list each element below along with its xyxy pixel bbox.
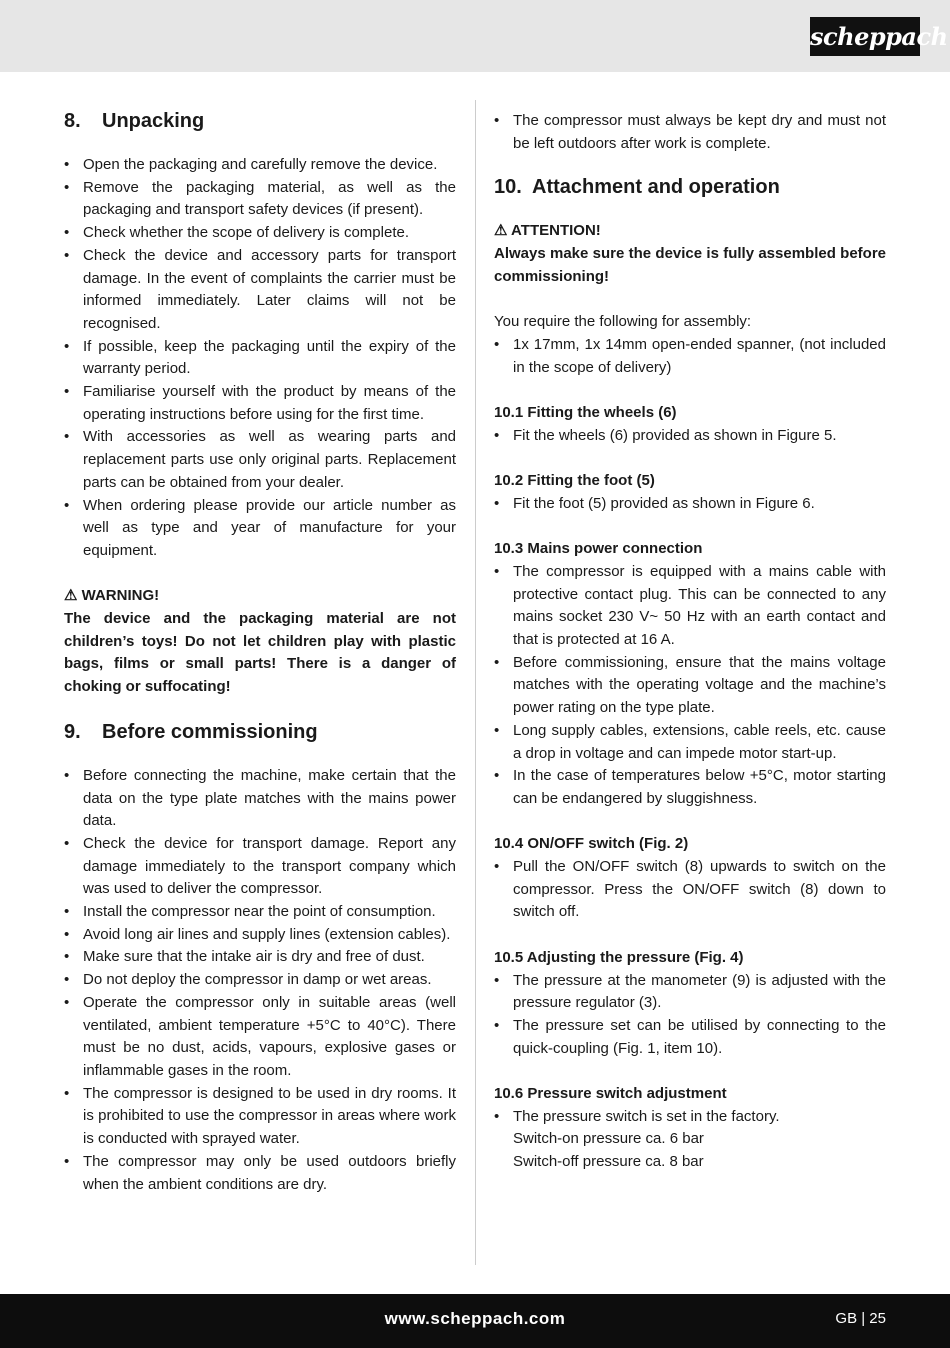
list-item: • The compressor must always be kept dry and must not be left outdoors after work is complete.: [494, 110, 886, 155]
attention-text: Always make sure the device is fully assembled before commissioning!: [494, 245, 886, 285]
list-item: • Check the device for transport damage. Report any damage immediately to the transport company which was used to deliver the compressor.: [64, 833, 456, 901]
page-header: [0, 0, 950, 72]
list-item: • Check the device and accessory parts for transport damage. In the event of complaints the carrier must be informed immediately. Later claims will not be recognised.: [64, 245, 456, 336]
list-item: • If possible, keep the packaging until the expiry of the warranty period.: [64, 336, 456, 381]
list-item: • 1x 17mm, 1x 14mm open-ended spanner, (not included in the scope of delivery): [494, 334, 886, 379]
section-9-heading: [64, 719, 456, 745]
section-number: 9.: [64, 720, 81, 743]
list-item: • Long supply cables, extensions, cable reels, etc. cause a drop in voltage and can impede motor start-up.: [494, 720, 886, 765]
list-item: • With accessories as well as wearing parts and replacement parts use only original parts. Replacement parts can be obtained from your dealer.: [64, 426, 456, 494]
subsection-10-4-heading: 10.4 ON/OFF switch (Fig. 2): [494, 835, 689, 853]
list-item: • Pull the ON/OFF switch (8) upwards to switch on the compressor. Press the ON/OFF switch (8) down to switch off.: [494, 856, 886, 924]
assembly-list: [494, 334, 886, 379]
list-item: • In the case of temperatures below +5°C, motor starting can be endangered by sluggishness.: [494, 765, 886, 810]
list-item: • Avoid long air lines and supply lines (extension cables).: [64, 924, 456, 947]
pressure-switch-list: [494, 1106, 886, 1174]
list-item: • Do not deploy the compressor in damp or wet areas.: [64, 969, 456, 992]
pressure-list: [494, 970, 886, 1061]
website-url: www.scheppach.com: [384, 1309, 566, 1328]
list-item: • Remove the packaging material, as well as the packaging and transport safety devices (if present).: [64, 177, 456, 222]
before-commissioning-list: [64, 765, 456, 1196]
list-item: • Make sure that the intake air is dry and free of dust.: [64, 946, 456, 969]
foot-list: [494, 493, 886, 516]
list-item: • Fit the wheels (6) provided as shown in Figure 5.: [494, 425, 886, 448]
list-item: • The pressure set can be utilised by connecting to the quick-coupling (Fig. 1, item 10).: [494, 1015, 886, 1060]
list-item: • The pressure at the manometer (9) is adjusted with the pressure regulator (3).: [494, 970, 886, 1015]
subsection-10-2-heading: 10.2 Fitting the foot (5): [494, 472, 655, 490]
subsection-10-6-heading: 10.6 Pressure switch adjustment: [494, 1085, 727, 1103]
left-column: [64, 100, 456, 1196]
section-8-heading: [64, 108, 456, 134]
section-title: Unpacking: [102, 110, 205, 132]
list-item: • Check whether the scope of delivery is complete.: [64, 222, 456, 245]
list-line: Switch-on pressure ca. 6 bar: [513, 1130, 704, 1148]
continued-list: [494, 110, 886, 155]
mains-power-list: [494, 561, 886, 811]
wheels-list: [494, 425, 886, 448]
subsection-10-1-heading: 10.1 Fitting the wheels (6): [494, 404, 677, 421]
subsection-10-5-heading: 10.5 Adjusting the pressure (Fig. 4): [494, 948, 744, 966]
list-item: • Fit the foot (5) provided as shown in Figure 6.: [494, 493, 886, 516]
right-column: [494, 110, 886, 1174]
assembly-intro: You require the following for assembly:: [494, 313, 752, 331]
section-number: 10.: [494, 176, 522, 199]
list-line: Switch-off pressure ca. 8 bar: [513, 1153, 704, 1171]
section-title: Before commissioning: [102, 720, 318, 743]
unpacking-list: [64, 154, 456, 563]
list-item: • Before commissioning, ensure that the mains voltage matches with the operating voltage and the machine’s power rating on the type plate.: [494, 652, 886, 720]
page-number: GB | 25: [835, 1310, 886, 1327]
section-title: Attachment and operation: [532, 176, 780, 199]
list-item: • Before connecting the machine, make certain that the data on the type plate matches with the mains power data.: [64, 765, 456, 833]
section-10-heading: [494, 174, 886, 200]
list-item: • Open the packaging and carefully remove the device.: [64, 154, 456, 177]
warning-title: ⚠ WARNING!: [64, 587, 160, 605]
list-item: • When ordering please provide our article number as well as type and year of manufacture for your equipment.: [64, 495, 456, 563]
subsection-10-3-heading: 10.3 Mains power connection: [494, 540, 703, 558]
list-item: • The compressor may only be used outdoors briefly when the ambient conditions are dry.: [64, 1151, 456, 1196]
warning-text: The device and the packaging material are not children’s toys! Do not let children play with plastic bags, films or small parts! There is a danger of choking or suffocating!: [64, 610, 456, 696]
brand-logo: scheppach: [810, 17, 920, 56]
page-footer: [0, 1294, 950, 1348]
switch-list: [494, 856, 886, 924]
section-number: 8.: [64, 110, 81, 132]
list-item: • Operate the compressor only in suitable areas (well ventilated, ambient temperature +5°C to 40°C). There must be no dust, acids, vapours, explosive gases or inflammable gases in the room.: [64, 992, 456, 1083]
list-item: • Install the compressor near the point of consumption.: [64, 901, 456, 924]
list-item: • The pressure switch is set in the factory.: [494, 1106, 886, 1129]
list-item: • The compressor is equipped with a mains cable with protective contact plug. This can be connected to any mains socket 230 V~ 50 Hz with an earth contact and that is protected at 16 A.: [494, 561, 886, 652]
attention-title: ⚠ ATTENTION!: [494, 222, 601, 240]
list-item: • The compressor is designed to be used in dry rooms. It is prohibited to use the compressor in areas where work is conducted with sprayed water.: [64, 1083, 456, 1151]
list-item: • Familiarise yourself with the product by means of the operating instructions before using for the first time.: [64, 381, 456, 426]
column-divider: [475, 100, 476, 1265]
